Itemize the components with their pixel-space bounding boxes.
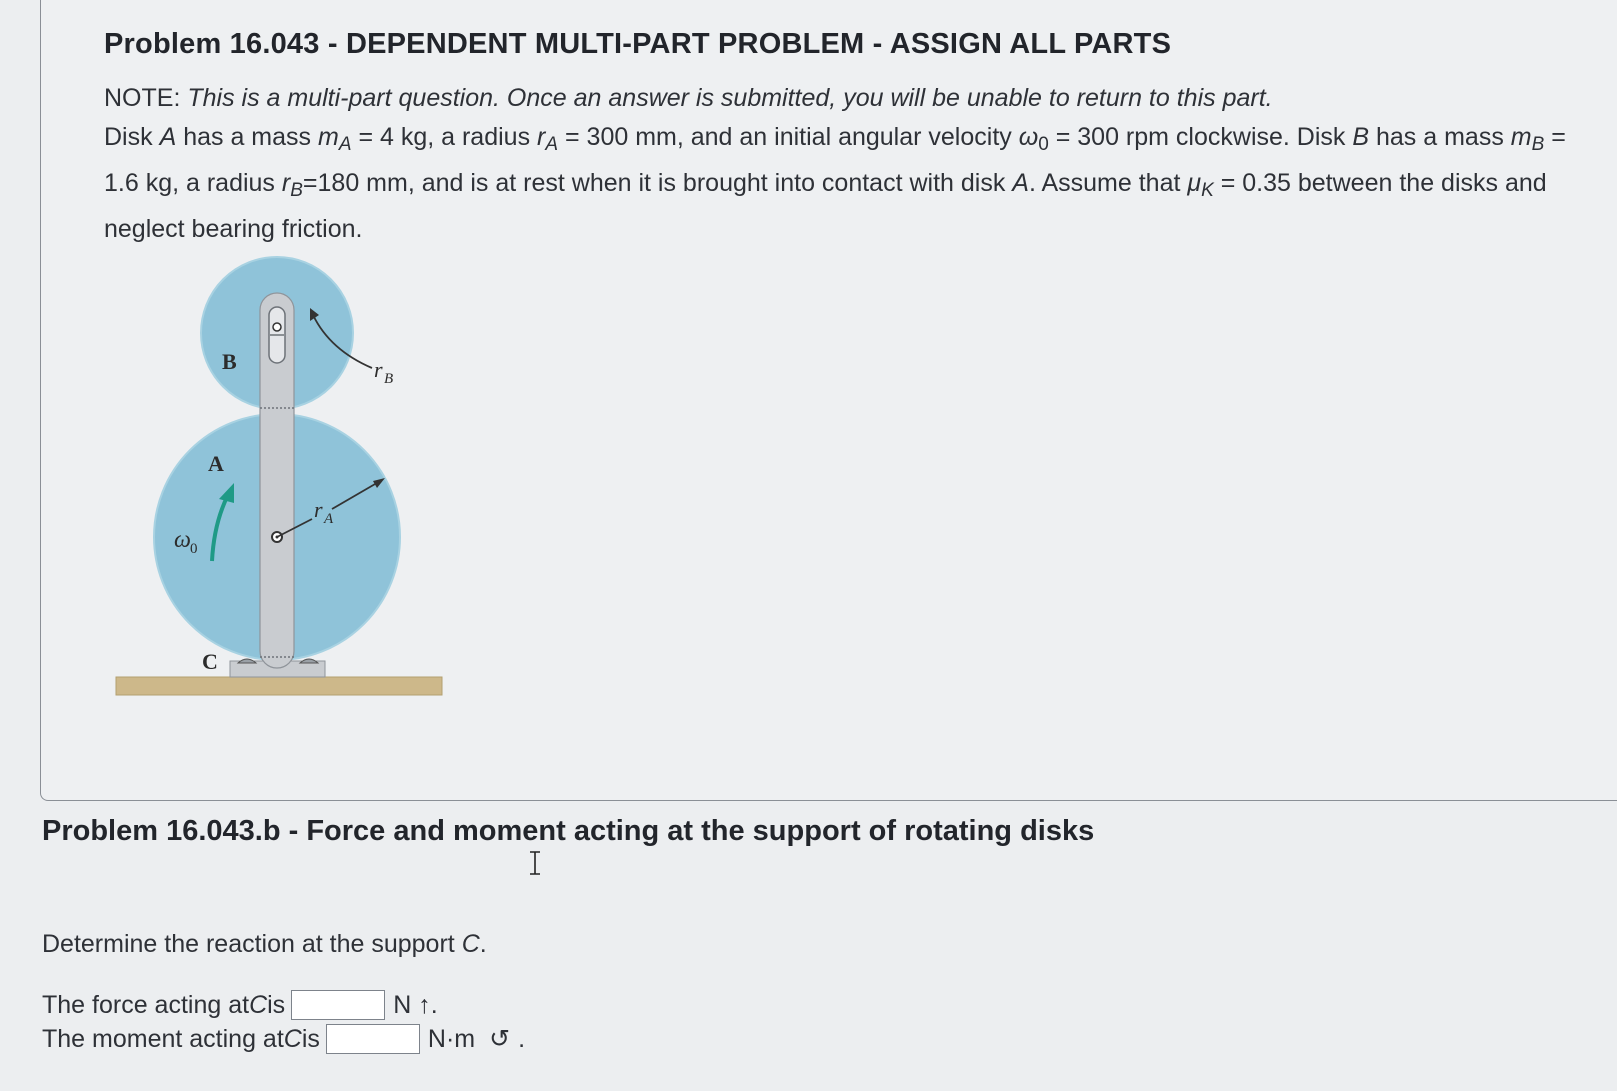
moment-input[interactable] [326, 1024, 420, 1054]
pivot-b [273, 323, 281, 331]
force-answer-row: The force acting at C is N ↑. [42, 990, 438, 1019]
counterclockwise-icon: ↺ [489, 1025, 511, 1053]
problem-note [104, 84, 1273, 113]
part-b-title: Problem 16.043.b - Force and moment acting at the support of rotating disks [42, 815, 1095, 847]
force-input[interactable] [291, 990, 385, 1020]
note-text: This is a multi-part question. Once an answer is submitted, you will be unable to return to this part. [187, 84, 1273, 112]
label-ra: r [314, 497, 323, 522]
force-unit: N ↑. [393, 990, 438, 1019]
label-b: B [222, 349, 237, 374]
label-a: A [208, 451, 224, 476]
disk-diagram [110, 255, 450, 715]
moment-answer-row: The moment acting at C is N·m ↺ . [42, 1024, 526, 1053]
label-omega-sub: 0 [190, 541, 198, 557]
moment-unit: N·m [427, 1024, 476, 1053]
problem-title: Problem 16.043 - DEPENDENT MULTI-PART PROBLEM - ASSIGN ALL PARTS [104, 28, 1172, 60]
note-label: NOTE: [104, 84, 181, 112]
disk-figure [110, 255, 450, 720]
ground [116, 677, 442, 695]
problem-statement: Disk A has a mass $m_A = 4$ kg, a radius $r_A = 300$ mm, and an initial angular velocity $\omega_0 = 300$ rpm clockwise. Disk B has a mass $m_B = 1.6$ kg, a radius $r_B=180$ mm, and is at rest when it is brought into contact with disk A. Assume that $\mu_K = 0.35$ between the disks and neglect bearing friction. [104, 123, 1566, 243]
label-omega: ω [174, 527, 191, 553]
part-b-question: Determine the reaction at the support C. [42, 930, 487, 958]
label-c: C [202, 649, 218, 674]
text-cursor-icon [528, 850, 542, 876]
label-rb: r [374, 357, 383, 382]
label-rb-sub: B [384, 371, 394, 387]
label-ra-sub: A [324, 511, 334, 527]
